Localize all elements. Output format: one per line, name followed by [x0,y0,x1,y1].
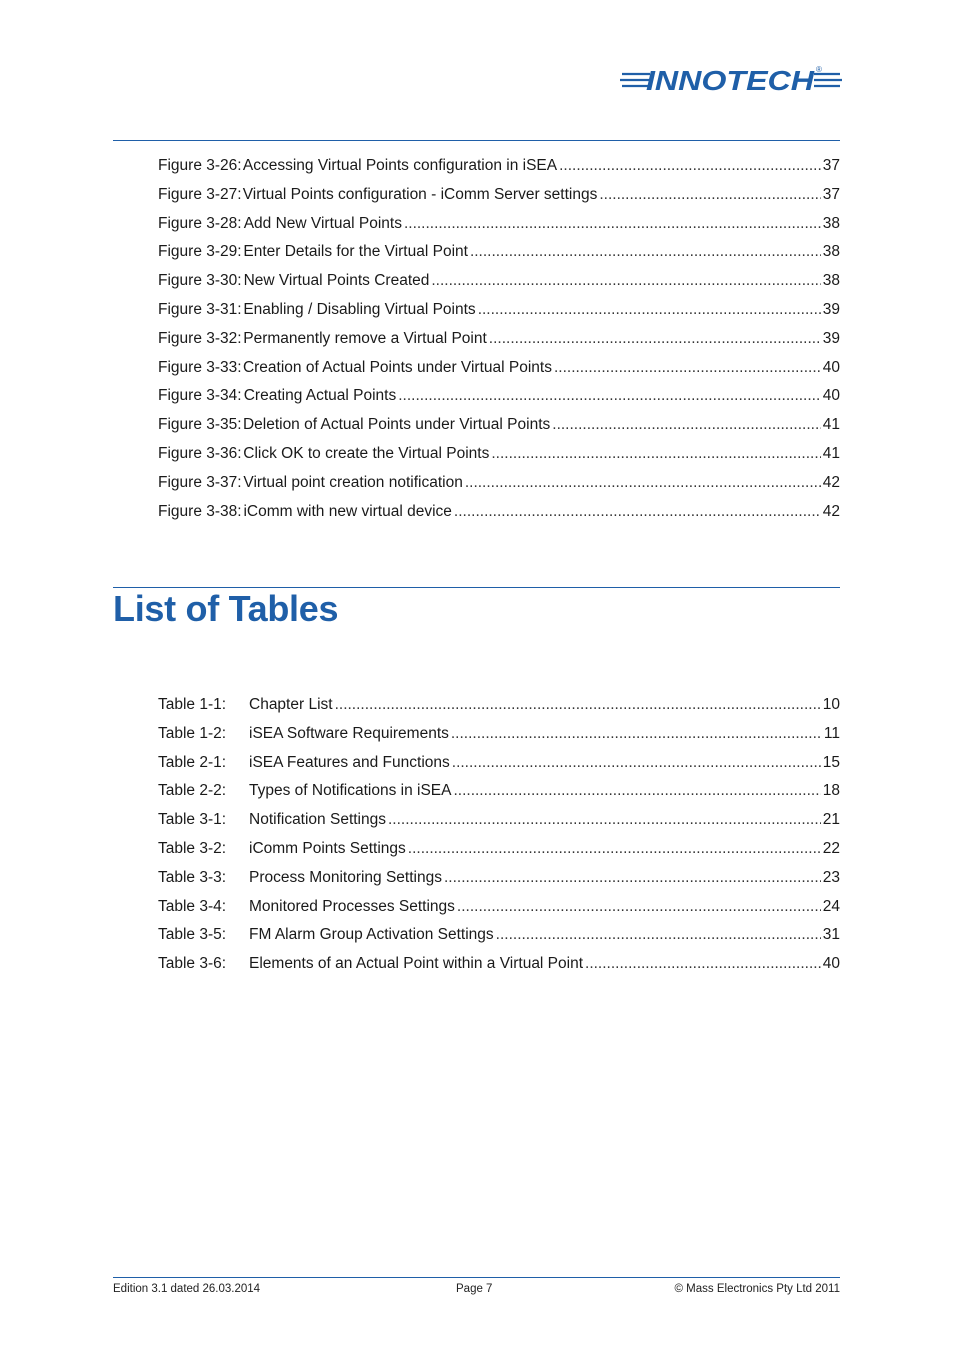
list-item[interactable]: Table 2-2: Types of Notifications in iSEA ..... 18 [158,777,840,806]
list-item[interactable]: Figure 3-32: Permanently remove a Virtual Point ..... 39 [158,325,840,354]
brand-name: INNOTECH [646,65,815,96]
list-item[interactable]: Figure 3-38: iComm with new virtual device ..... 42 [158,498,840,527]
list-item[interactable]: Figure 3-29: Enter Details for the Virtual Point ..... 38 [158,238,840,267]
header-rule [113,140,840,141]
list-item[interactable]: Table 3-2: iComm Points Settings ..... 22 [158,835,840,864]
list-item[interactable]: Table 3-5: FM Alarm Group Activation Settings ..... 31 [158,921,840,950]
list-item[interactable]: Table 2-1: iSEA Features and Functions ..... 15 [158,749,840,778]
footer-page-number: Page 7 [456,1283,493,1295]
list-item[interactable]: Figure 3-26: Accessing Virtual Points configuration in iSEA ..... 37 [158,152,840,181]
list-item[interactable]: Figure 3-33: Creation of Actual Points under Virtual Points ..... 40 [158,354,840,383]
list-item[interactable]: Figure 3-30: New Virtual Points Created ..... 38 [158,267,840,296]
footer-edition: Edition 3.1 dated 26.03.2014 [113,1283,261,1295]
list-item[interactable]: Table 3-4: Monitored Processes Settings ..... 24 [158,893,840,922]
section-heading: List of Tables [113,588,339,629]
list-item[interactable]: Table 3-6: Elements of an Actual Point within a Virtual Point ..... 40 [158,950,840,979]
figures-list [158,152,840,526]
list-item[interactable]: Figure 3-27: Virtual Points configuration - iComm Server settings ..... 37 [158,181,840,210]
list-item[interactable]: Figure 3-35: Deletion of Actual Points under Virtual Points ..... 41 [158,411,840,440]
list-item[interactable]: Table 1-2: iSEA Software Requirements ..... 11 [158,720,840,749]
registered-mark: ® [816,65,822,74]
list-item[interactable]: Table 3-3: Process Monitoring Settings ..... 23 [158,864,840,893]
tables-list [158,691,840,979]
innotech-logo [620,62,842,96]
list-item[interactable]: Table 3-1: Notification Settings ..... 21 [158,806,840,835]
list-item[interactable]: Figure 3-28: Add New Virtual Points ..... 38 [158,210,840,239]
list-item[interactable]: Figure 3-31: Enabling / Disabling Virtual Points ..... 39 [158,296,840,325]
footer-copyright: © Mass Electronics Pty Ltd 2011 [674,1283,840,1295]
list-item[interactable]: Figure 3-37: Virtual point creation notification ..... 42 [158,469,840,498]
list-item[interactable]: Figure 3-36: Click OK to create the Virtual Points ..... 41 [158,440,840,469]
list-item[interactable]: Figure 3-34: Creating Actual Points ..... 40 [158,382,840,411]
list-item[interactable]: Table 1-1: Chapter List ..... 10 [158,691,840,720]
footer-rule [113,1277,840,1278]
